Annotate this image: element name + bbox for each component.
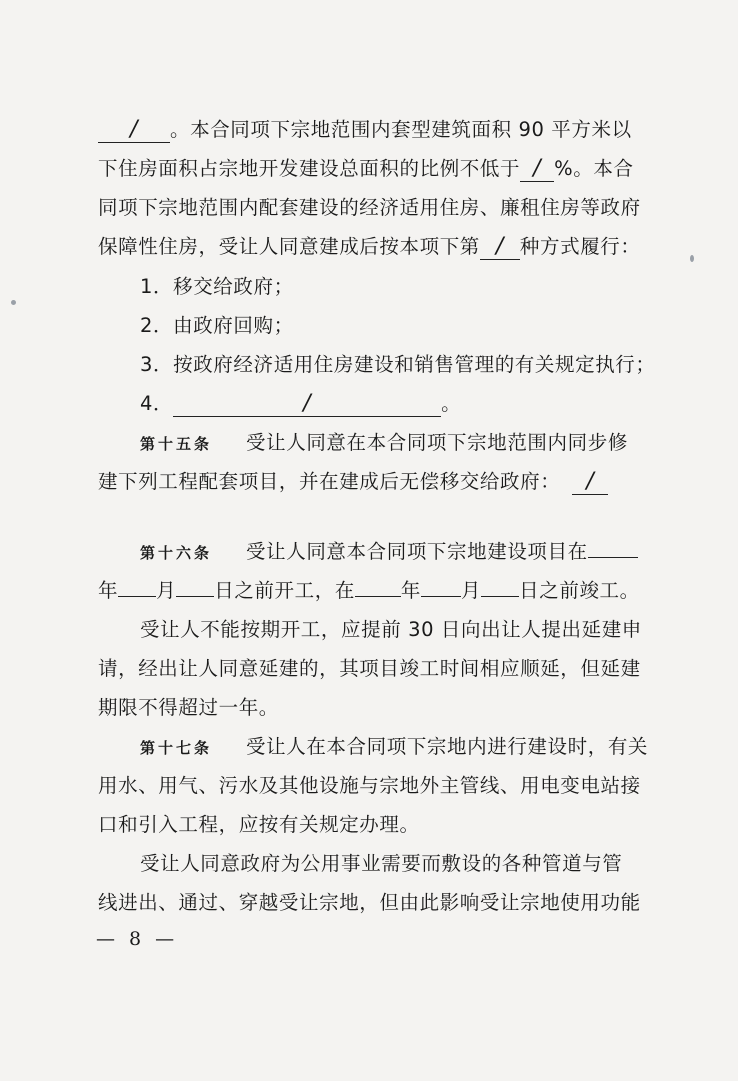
text-line-3: 同项下宗地范围内配套建设的经济适用住房、廉租住房等政府	[98, 196, 641, 219]
blank-year-end	[355, 570, 401, 597]
blank-field-5: /	[572, 468, 608, 495]
list-item-1: 1．移交给政府；	[140, 275, 294, 298]
text-line-4	[98, 227, 641, 267]
list-item-2: 2．由政府回购；	[140, 314, 294, 337]
text-line-14: 请，经出让人同意延建的，其项目竣工时间相应顺延，但延建	[98, 657, 641, 680]
month-label-1: 月	[156, 579, 177, 602]
article-16-heading	[140, 531, 638, 571]
article-17-text: 受让人在本合同项下宗地内进行建设时，有关	[246, 735, 649, 758]
year-label-1: 年	[98, 579, 119, 602]
text-line-12	[98, 570, 640, 610]
year-label-2: 年	[400, 579, 422, 602]
article-16-label: 第十六条	[140, 544, 213, 562]
text-line-2	[98, 149, 634, 189]
article-15-text: 受让人同意在本合同项下宗地范围内同步修	[246, 431, 628, 454]
article-16-text: 受让人同意本合同项下宗地建设项目在	[246, 540, 588, 563]
line-2-text-a: 下住房面积占宗地开发建设总面积的比例不低于	[98, 157, 521, 180]
text-line-10	[98, 462, 608, 502]
month-label-2: 月	[461, 579, 482, 602]
text-line-13: 受让人不能按期开工，应提前 30 日向出让人提出延建申	[140, 618, 642, 641]
text-line-20: 线进出、通过、穿越受让宗地，但由此影响受让宗地使用功能	[98, 891, 641, 914]
article-17-label: 第十七条	[140, 739, 213, 757]
blank-field-3: /	[480, 233, 520, 260]
line-8-text-a: 4．	[140, 392, 174, 415]
line-10-text: 建下列工程配套项目，并在建成后无偿移交给政府：	[98, 470, 561, 493]
blank-month-end	[421, 570, 461, 597]
article-15-label: 第十五条	[140, 435, 213, 453]
end-text: 日之前竣工。	[519, 579, 640, 602]
line-4-text-b: 种方式履行：	[519, 235, 641, 258]
article-17-heading	[140, 727, 648, 767]
text-line-17: 用水、用气、污水及其他设施与宗地外主管线、用电变电站接	[98, 774, 641, 797]
blank-field-1: /	[98, 116, 170, 143]
page-number: — 8 —	[96, 928, 179, 950]
line-8-text-b: 。	[441, 392, 462, 415]
scan-speck	[11, 300, 16, 305]
text-line-19: 受让人同意政府为公用事业需要而敷设的各种管道与管	[140, 852, 623, 875]
list-item-4	[140, 384, 461, 424]
line-4-text-a: 保障性住房，受让人同意建成后按本项下第	[98, 235, 480, 258]
blank-day-end	[481, 570, 519, 597]
scan-speck	[690, 255, 694, 262]
line-2-text-b: %。本合	[554, 157, 634, 180]
text-line-18: 口和引入工程，应按有关规定办理。	[98, 813, 420, 836]
blank-day-start	[176, 570, 214, 597]
article-15-heading	[140, 423, 628, 463]
list-item-3: 3．按政府经济适用住房建设和销售管理的有关规定执行；	[140, 353, 656, 376]
blank-field-4: /	[173, 390, 441, 417]
start-text: 日之前开工，在	[214, 579, 355, 602]
blank-year-start-a	[588, 531, 638, 558]
line-1-text: 。本合同项下宗地范围内套型建筑面积 90 平方米以	[170, 118, 632, 141]
blank-field-2: /	[520, 155, 554, 182]
text-line-1	[98, 110, 632, 150]
text-line-15: 期限不得超过一年。	[98, 696, 279, 719]
blank-month-start	[118, 570, 156, 597]
